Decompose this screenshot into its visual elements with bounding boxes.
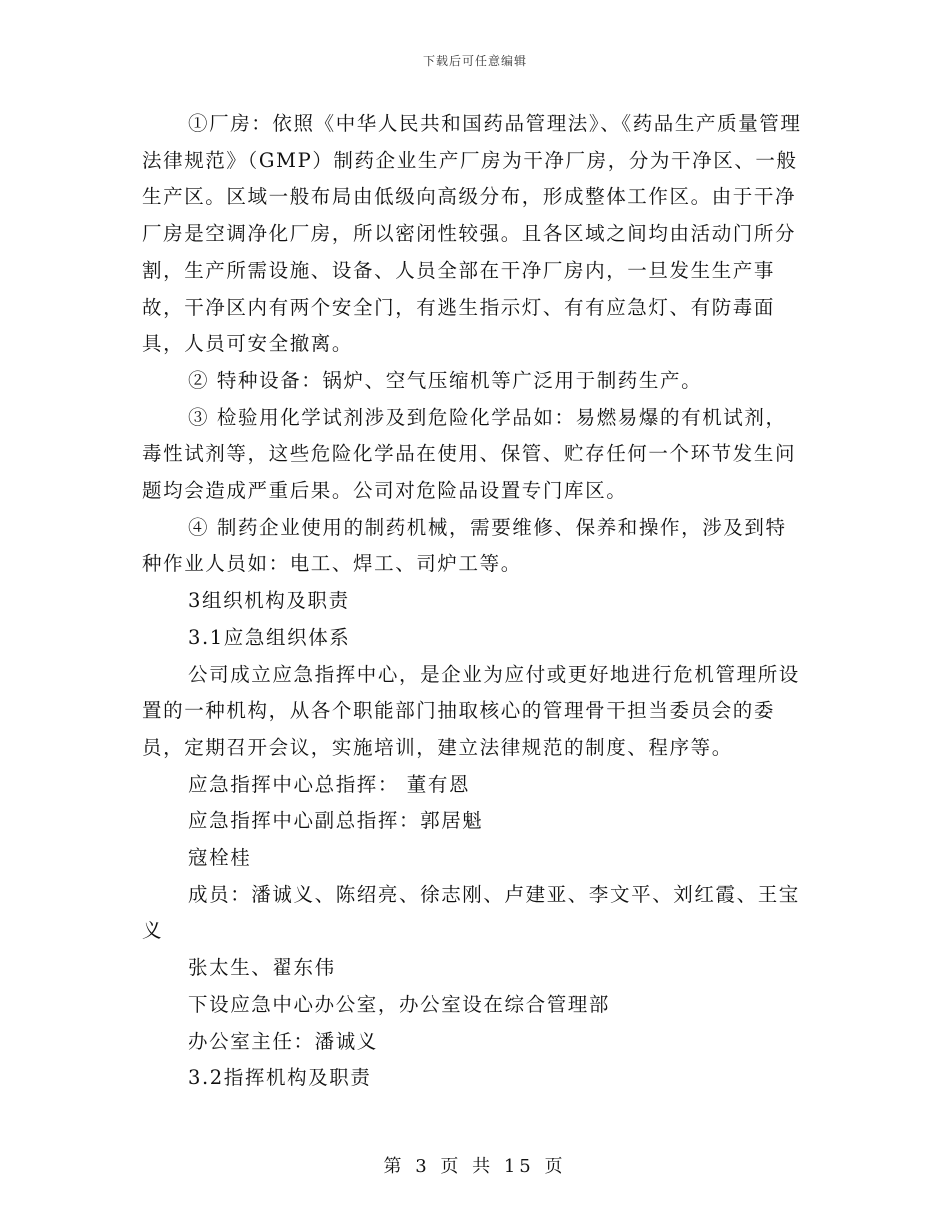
section-heading-3-2: 3.2指挥机构及职责 [188,1066,372,1090]
members-line: 成员：潘诚义、陈绍亮、徐志刚、卢建亚、李文平、刘红霞、王宝义 [142,882,800,943]
paragraph-workshop: ①厂房：依照《中华人民共和国药品管理法》、《药品生产质量管理法律规范》（GMP）制药企业生产厂房为干净厂房，分为干净区、一般生产区。区域一般布局由低级向高级分布，形成整体工作区。由于干净厂房是空调净化厂房，所以密闭性较强。且各区域之间均由活动门所分割，生产所需设施、设备、人员全部在干净厂房内，一旦发生生产事故，干净区内有两个安全门，有逃生指示灯、有有应急灯、有防毒面具，人员可安全撤离。 [142,112,802,356]
paragraph-chemical-reagents: ③ 检验用化学试剂涉及到危险化学品如：易燃易爆的有机试剂，毒性试剂等，这些危险化学品在使用、保管、贮存任何一个环节发生问题均会造成严重后果。公司对危险品设置专门库区。 [142,405,797,503]
office-setup-line: 下设应急中心办公室，办公室设在综合管理部 [188,992,611,1016]
page-header-note: 下载后可任意编辑 [422,54,527,68]
deputy-commander-line: 应急指挥中心副总指挥：郭居魁 [188,809,484,833]
section-heading-3-1: 3.1应急组织体系 [188,625,351,649]
section-heading-3: 3组织机构及职责 [188,589,350,613]
document-body [142,106,806,1097]
paragraph-command-center: 公司成立应急指挥中心，是企业为应付或更好地进行危机管理所设置的一种机构，从各个职能部门抽取核心的管理骨干担当委员会的委员，定期召开会议，实施培训，建立法律规范的制度、程序等。 [142,662,800,759]
page-number-footer: 第 3 页 共 15 页 [383,1156,567,1177]
paragraph-special-equipment: ② 特种设备：锅炉、空气压缩机等广泛用于制药生产。 [188,368,703,392]
paragraph-pharma-machinery: ④ 制药企业使用的制药机械，需要维修、保养和操作，涉及到特种作业人员如：电工、焊工、司炉工等。 [142,515,787,576]
office-director-line: 办公室主任：潘诚义 [188,1029,378,1053]
commander-in-chief-line: 应急指挥中心总指挥： 董有恩 [188,772,471,796]
deputy-commander-second-name: 寇栓桂 [188,846,252,870]
members-continuation: 张太生、翟东伟 [188,956,336,980]
